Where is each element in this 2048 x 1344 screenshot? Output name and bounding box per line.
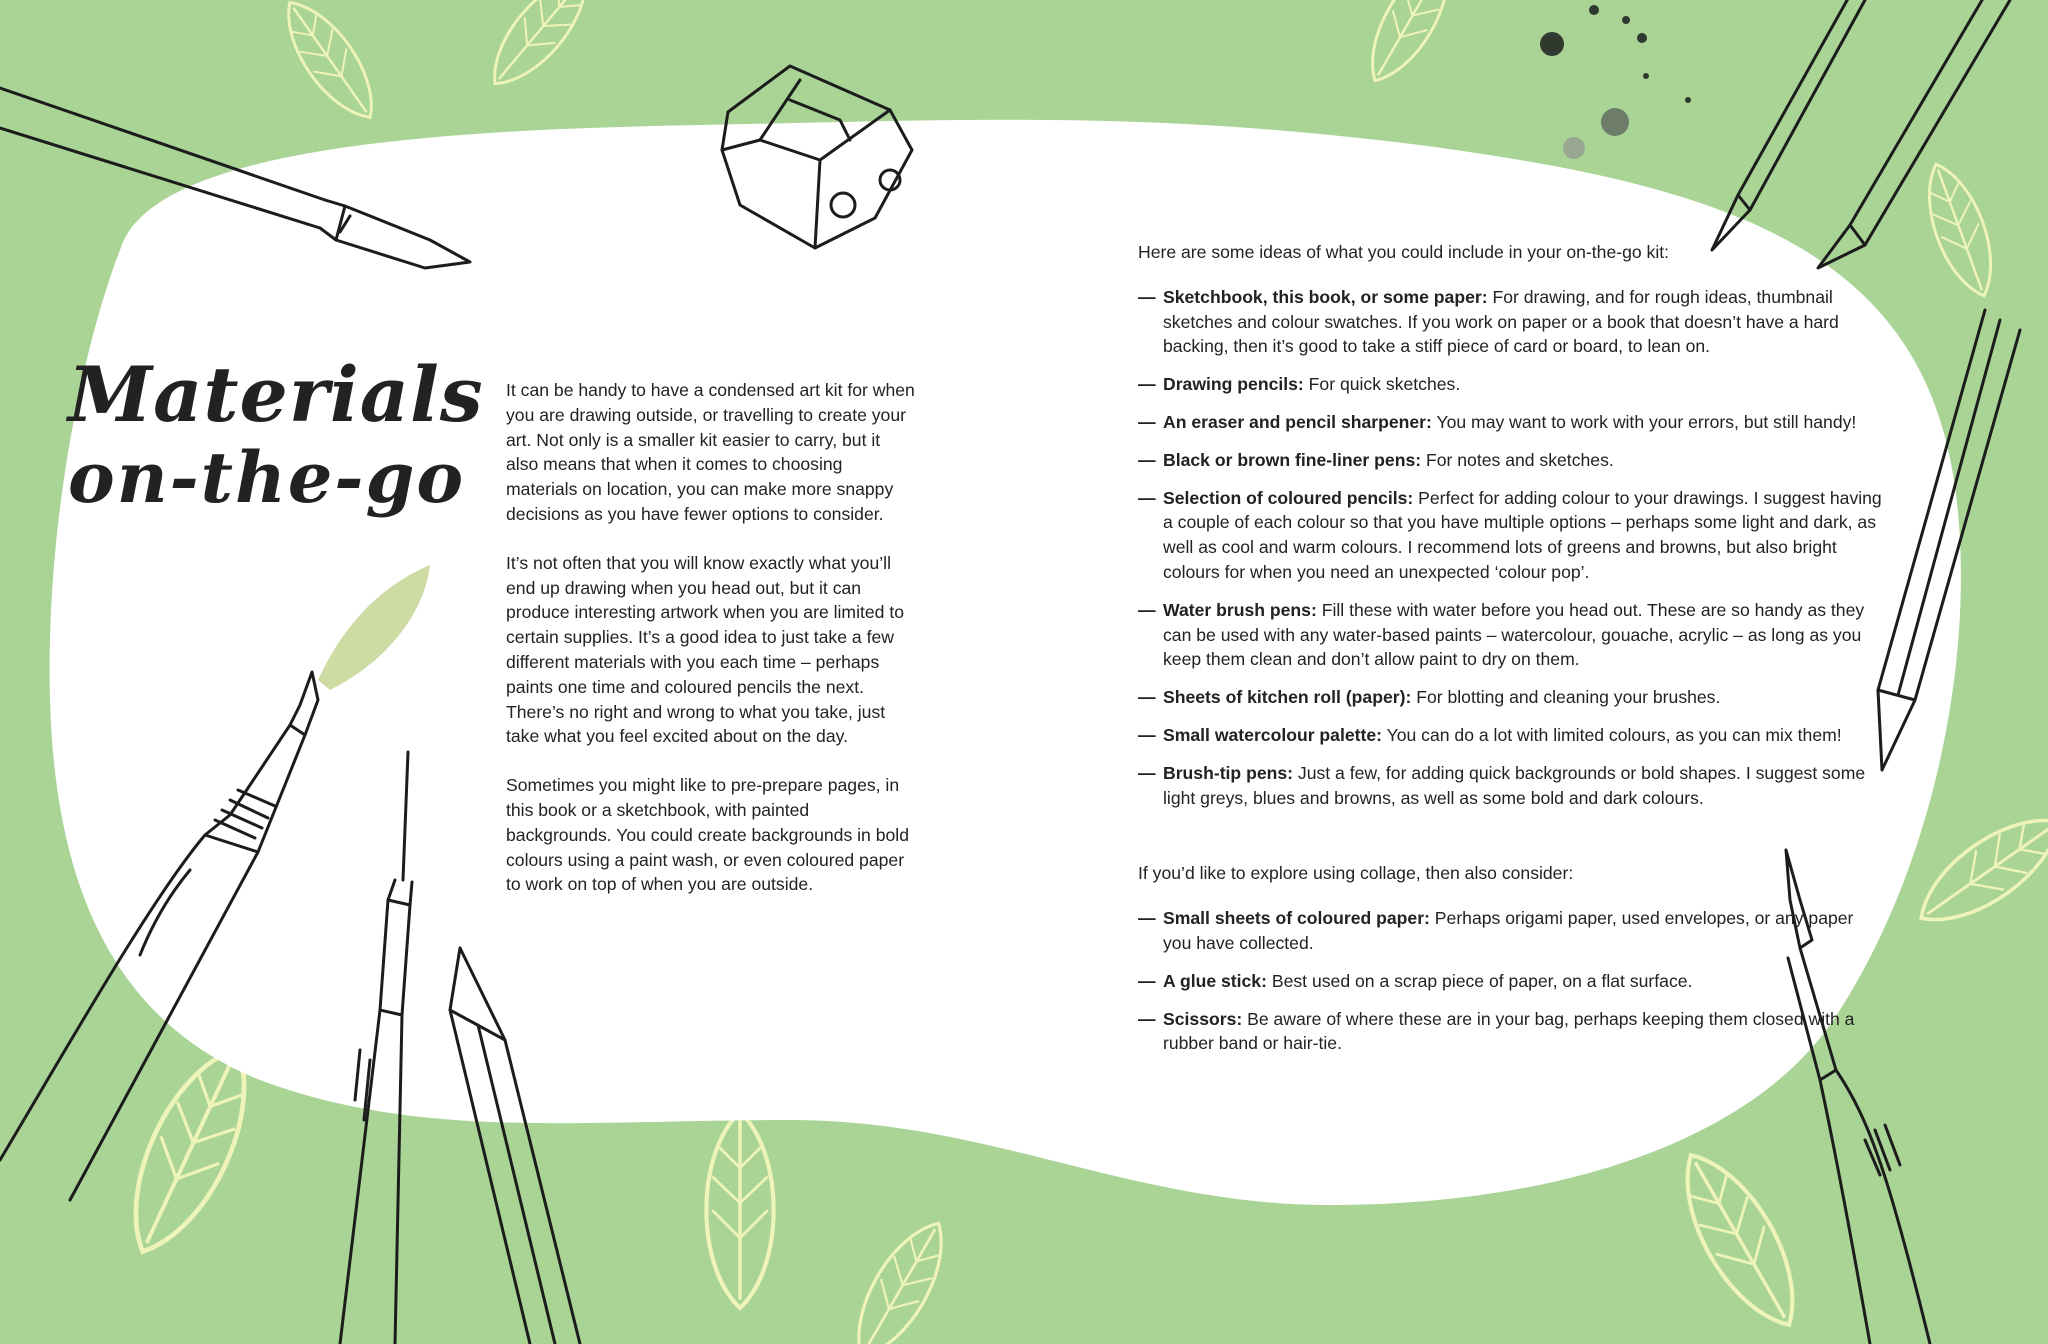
collage-item — [1138, 1007, 1883, 1057]
intro-paragraph: It’s not often that you will know exactly what you’ll end up drawing when you head out, but it can produce interesting artwork when you are limited to certain supplies. It’s a good idea to just take a few different materials with you each time – perhaps paints one time and coloured pencils the next. There’s no right and wrong to what you take, just take what you feel excited about on the day. — [506, 552, 905, 747]
kit-item-term: Sheets of kitchen roll (paper): — [1163, 687, 1412, 708]
kit-column — [1138, 240, 1883, 1069]
kit-item-text: For blotting and cleaning your brushes. — [1416, 687, 1721, 708]
title-line-2: on-the-go — [68, 435, 466, 519]
kit-item — [1138, 410, 1883, 435]
collage-item-text: Best used on a scrap piece of paper, on a flat surface. — [1271, 970, 1693, 991]
kit-lead: Here are some ideas of what you could include in your on-the-go kit: — [1138, 242, 1670, 262]
kit-item — [1138, 285, 1883, 359]
dash: — — [1138, 449, 1156, 470]
leaf-icon — [477, 0, 604, 99]
kit-item-text: Fill these with water before you head out. These are so handy as they can be used with any water-based paints – watercolour, gouache, acrylic – as long as you keep them clean and don’t allow paint to dry on them. — [1163, 599, 1865, 670]
kit-item-text: You may want to work with your errors, but still handy! — [1436, 411, 1857, 432]
dash: — — [1138, 374, 1156, 395]
collage-item-term: Small sheets of coloured paper: — [1163, 908, 1430, 929]
intro-paragraph: It can be handy to have a condensed art kit for when you are drawing outside, or travelling to create your art. Not only is a smaller kit easier to carry, but it also means that when it comes to choosing materials on location, you can make more snappy decisions as you have fewer options to consider. — [506, 380, 915, 524]
kit-item-text: You can do a lot with limited colours, as you can mix them! — [1386, 724, 1842, 745]
intro-paragraph: Sometimes you might like to pre-prepare pages, in this book or a sketchbook, with painted backgrounds. You could create backgrounds in bold colours using a paint wash, or even coloured paper to work on top of when you are outside. — [506, 775, 909, 895]
collage-item — [1138, 969, 1883, 994]
leaf-icon — [1914, 156, 2007, 304]
kit-item-term: Drawing pencils: — [1163, 374, 1304, 395]
kit-item-term: Water brush pens: — [1163, 599, 1317, 620]
collage-item-term: Scissors: — [1163, 1008, 1243, 1029]
dash: — — [1138, 724, 1156, 745]
leaf-icon — [1905, 798, 2048, 942]
kit-item-term: Black or brown fine-liner pens: — [1163, 449, 1422, 470]
dash: — — [1138, 970, 1156, 991]
dash: — — [1138, 599, 1156, 620]
kit-item-text: For notes and sketches. — [1425, 449, 1614, 470]
kit-item-term: Brush-tip pens: — [1163, 762, 1293, 783]
kit-item — [1138, 372, 1883, 397]
dash: — — [1138, 908, 1156, 929]
kit-item-term: An eraser and pencil sharpener: — [1163, 411, 1432, 432]
kit-item-text: Perfect for adding colour to your drawings. I suggest having a couple of each colour so that you have multiple options – perhaps some light and dark, as well as cool and warm colours. I recommend lots of greens and browns, but also bright colours for when you need an unexpected ‘colour pop’. — [1163, 487, 1882, 582]
dash: — — [1138, 1008, 1156, 1029]
kit-item-text: For quick sketches. — [1308, 374, 1461, 395]
title-line-1: Materials — [68, 350, 484, 439]
kit-item-text: Just a few, for adding quick backgrounds or bold shapes. I suggest some light greys, blues and browns, as well as some bold and dark colours. — [1163, 762, 1866, 808]
page-title — [68, 350, 484, 519]
kit-item — [1138, 448, 1883, 473]
intro-column — [506, 378, 916, 921]
leaf-icon — [1354, 0, 1466, 93]
collage-item-term: A glue stick: — [1163, 970, 1267, 991]
collage-item — [1138, 906, 1883, 956]
spacer — [1138, 823, 1883, 861]
kit-list — [1138, 285, 1883, 811]
kit-item — [1138, 761, 1883, 811]
dash: — — [1138, 687, 1156, 708]
leaf-icon — [839, 1210, 962, 1344]
leaf-icon — [706, 1112, 773, 1308]
dash: — — [1138, 762, 1156, 783]
leaf-icon — [270, 0, 390, 131]
kit-item — [1138, 723, 1883, 748]
collage-lead: If you’d like to explore using collage, then also consider: — [1138, 863, 1574, 884]
dash: — — [1138, 286, 1156, 307]
dash: — — [1138, 411, 1156, 432]
collage-item-text: Perhaps origami paper, used envelopes, or any paper you have collected. — [1163, 908, 1854, 953]
leaf-icon — [1662, 1138, 1818, 1341]
kit-item-term: Sketchbook, this book, or some paper: — [1163, 286, 1488, 307]
dash: — — [1138, 487, 1156, 508]
kit-item-term: Selection of coloured pencils: — [1163, 487, 1414, 508]
collage-item-text: Be aware of where these are in your bag, perhaps keeping them closed with a rubber band or hair-tie. — [1163, 1008, 1855, 1054]
kit-item — [1138, 486, 1883, 585]
ink-splatter-icon — [1540, 5, 1691, 159]
kit-item — [1138, 598, 1883, 672]
kit-item-text: For drawing, and for rough ideas, thumbnail sketches and colour swatches. If you work on paper or a book that doesn’t have a hard backing, then it’s good to take a stiff piece of card or board, to lean on. — [1163, 286, 1839, 357]
collage-list — [1138, 906, 1883, 1056]
kit-item — [1138, 685, 1883, 710]
kit-item-term: Small watercolour palette: — [1163, 724, 1383, 745]
